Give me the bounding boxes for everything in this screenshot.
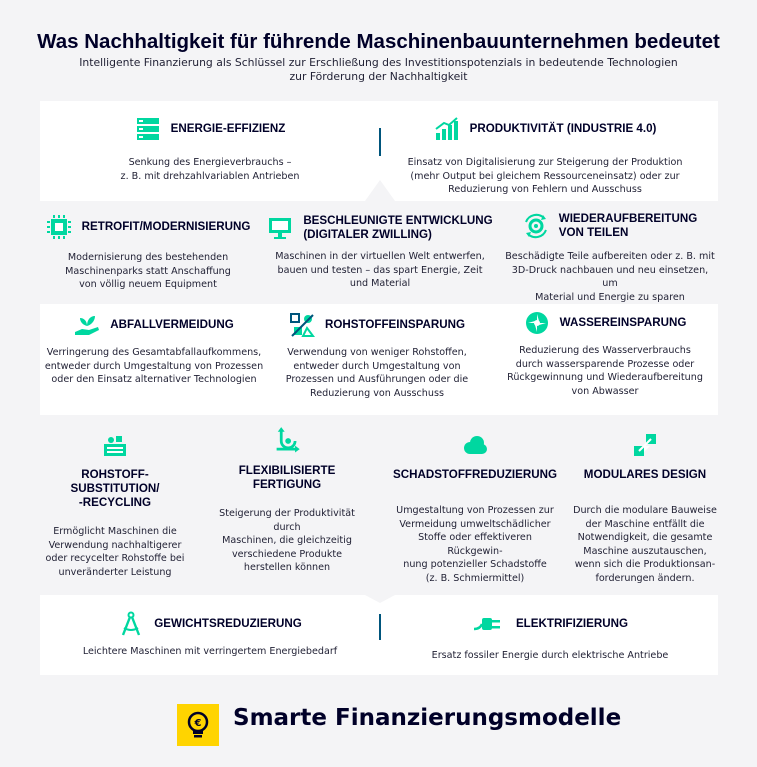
hand-plant-icon	[74, 312, 100, 338]
item-substitution	[40, 432, 190, 579]
item-title: ROHSTOFF-SUBSTITUTION/	[70, 468, 160, 495]
item-description: Einsatz von Digitalisierung zur Steigerung der Produktion (mehr Output bei gleichem Ressourceneinsatz) oder zur Reduzierung von Fehlern und Ausschuss	[407, 157, 683, 195]
item-title-line2: (DIGITALER ZWILLING)	[303, 228, 432, 241]
item-gewichtsreduzierung	[70, 611, 350, 659]
item-title: SCHADSTOFFREDUZIERUNG	[392, 468, 558, 481]
item-description: Reduzierung des Wasserverbrauchs durch wassersparende Prozesse oder Rückgewinnung und Wiederaufbereitung von Abwasser	[507, 345, 703, 397]
item-title: ENERGIE-EFFIZIENZ	[170, 122, 286, 135]
item-description: Verwendung von weniger Rohstoffen, entweder durch Umgestaltung von Prozessen und Ausführungen oder die Reduzierung von Ausschuss	[285, 347, 469, 399]
page-subtitle: Intelligente Finanzierung als Schlüssel zur Erschließung des Investitionspotenzials in bedeutende Technologien zur Förderung der Nachhaltigkeit	[79, 56, 678, 83]
item-title-line2: FERTIGUNG	[252, 478, 322, 491]
item-produktivitaet	[395, 116, 695, 197]
item-description: Ersatz fossiler Energie durch elektrische Antriebe	[431, 650, 669, 661]
item-abfallvermeidung	[44, 312, 264, 387]
server-stack-icon	[135, 116, 161, 142]
item-title: ELEKTRIFIZIERUNG	[515, 617, 629, 630]
item-elektrifizierung	[410, 611, 690, 663]
item-flexibilisierte-fertigung	[207, 426, 367, 575]
item-description: Senkung des Energieverbrauchs – z. B. mit drehzahlvariablen Antrieben	[120, 157, 300, 182]
item-description: Beschädigte Teile aufbereiten oder z. B. mit 3D-Druck nachbauen und neu einsetzen, um Material und Energie zu sparen	[505, 251, 715, 303]
item-wiederaufbereitung	[505, 212, 715, 304]
materials-icon	[289, 312, 315, 338]
item-entwicklung	[262, 214, 498, 291]
cloud-icon	[462, 432, 488, 458]
item-title: MODULARES DESIGN	[583, 468, 707, 481]
item-title: ABFALLVERMEIDUNG	[110, 318, 234, 331]
item-retrofit	[48, 214, 251, 292]
material-basket-icon	[102, 432, 128, 458]
item-schadstoffreduzierung	[390, 432, 560, 585]
item-rohstoffeinsparung	[272, 312, 482, 400]
page-title: Was Nachhaltigkeit für führende Maschinenbauunternehmen bedeutet	[37, 30, 720, 53]
item-energie-effizienz	[80, 116, 340, 183]
item-description: Leichtere Maschinen mit verringertem Energiebedarf	[82, 646, 338, 657]
item-wassereinsparung	[500, 310, 710, 398]
item-title-line2: -RECYCLING	[78, 496, 152, 509]
item-title: GEWICHTSREDUZIERUNG	[154, 617, 302, 630]
modular-arrows-icon	[632, 432, 658, 458]
water-turbine-icon	[524, 310, 550, 336]
item-modulares-design	[570, 432, 720, 585]
footer-title: Smarte Finanzierungsmodelle	[233, 705, 622, 731]
recycle-gear-icon	[523, 213, 549, 239]
lightbulb-euro-icon	[177, 704, 219, 746]
item-title: FLEXIBILISIERTE	[238, 464, 336, 477]
item-description: Modernisierung des bestehenden Maschinenparks statt Anschaffung von völlig neuem Equipment	[65, 252, 231, 290]
item-description: Umgestaltung von Prozessen zur Vermeidung umweltschädlicher Stoffe oder effektiveren Rückgewin- nung potenzieller Schadstoffe (z. B. Schmiermittel)	[396, 505, 554, 584]
chip-icon	[46, 214, 72, 240]
item-description: Verringerung des Gesamtabfallaufkommens, entweder durch Umgestaltung von Prozessen oder den Einsatz alternativer Technologien	[44, 347, 264, 385]
monitor-icon	[267, 215, 293, 241]
plug-icon	[472, 611, 506, 637]
svg-text:€: €	[194, 718, 202, 729]
compass-icon	[118, 611, 144, 637]
growth-chart-icon	[434, 116, 460, 142]
item-title: WASSEREINSPARUNG	[559, 316, 687, 329]
item-title: WIEDERAUFBEREITUNG	[558, 212, 698, 225]
item-description: Maschinen in der virtuellen Welt entwerfen, bauen und testen – das spart Energie, Zeit und Material	[275, 251, 485, 289]
divider-bottom	[379, 614, 381, 640]
item-title: PRODUKTIVITÄT (INDUSTRIE 4.0)	[469, 122, 657, 135]
item-description: Steigerung der Produktivität durch Maschinen, die gleichzeitig verschiedene Produkte herstellen können	[219, 508, 355, 573]
item-title: ROHSTOFFEINSPARUNG	[325, 318, 465, 331]
flexible-process-icon	[272, 426, 302, 456]
item-title: RETROFIT/MODERNISIERUNG	[81, 220, 251, 233]
item-title-line2: VON TEILEN	[558, 226, 629, 239]
item-description: Durch die modulare Bauweise der Maschine entfällt die Notwendigkeit, die gesamte Maschine auszutauschen, wenn sich die Produktionsan- forderungen ändern.	[573, 505, 717, 584]
item-description: Ermöglicht Maschinen die Verwendung nachhaltigerer oder recycelter Rohstoffe bei unveränderter Leistung	[45, 526, 185, 578]
item-title: BESCHLEUNIGTE ENTWICKLUNG	[303, 214, 493, 227]
divider-top	[379, 128, 381, 156]
